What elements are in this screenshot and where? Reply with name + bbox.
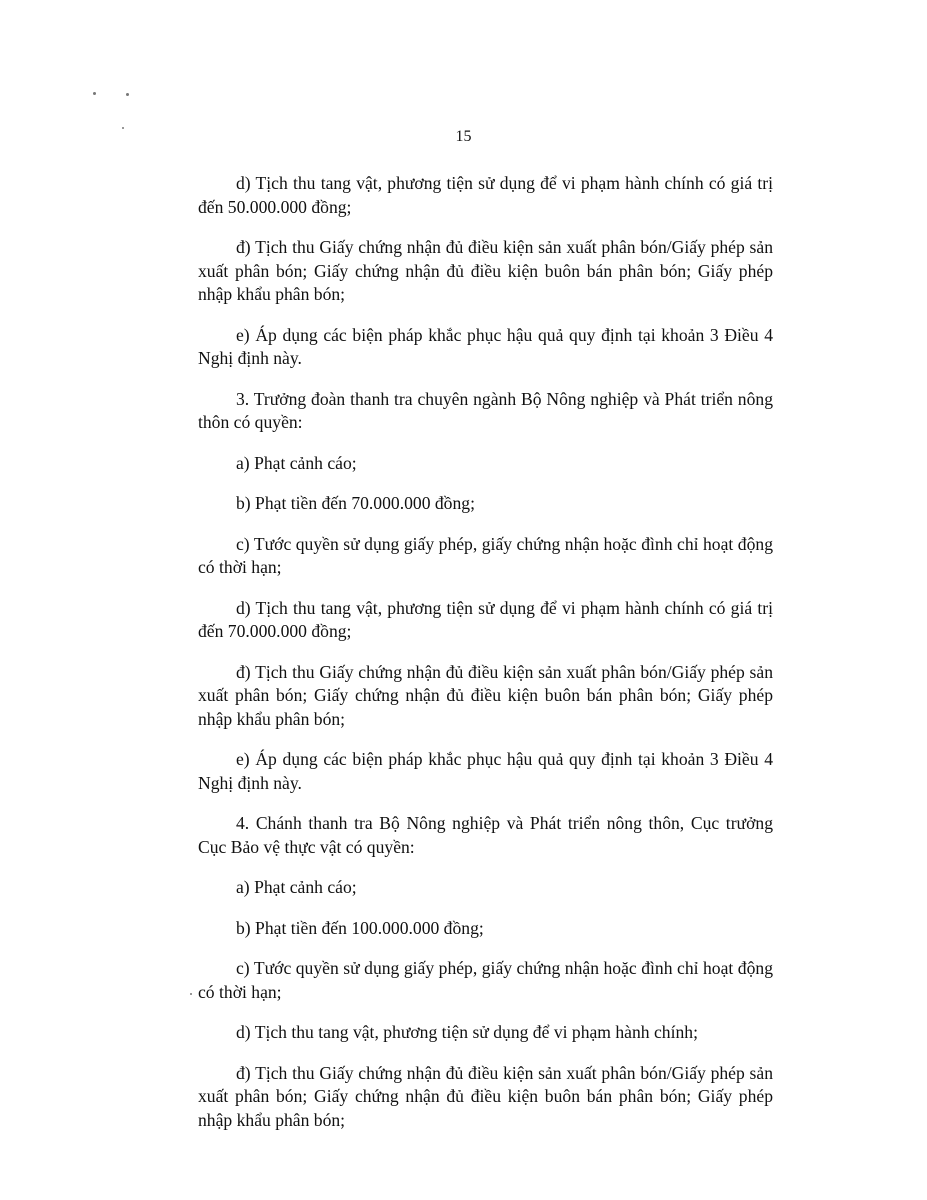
- scan-speck: [126, 93, 129, 96]
- paragraph: đ) Tịch thu Giấy chứng nhận đủ điều kiện sản xuất phân bón/Giấy phép sản xuất phân bón; Giấy chứng nhận đủ điều kiện buôn bán phân bón; Giấy phép nhập khẩu phân bón;: [198, 237, 773, 304]
- paragraph: e) Áp dụng các biện pháp khắc phục hậu quả quy định tại khoản 3 Điều 4 Nghị định này.: [198, 749, 773, 793]
- paragraph: c) Tước quyền sử dụng giấy phép, giấy chứng nhận hoặc đình chỉ hoạt động có thời hạn;: [198, 958, 773, 1002]
- paragraph: 4. Chánh thanh tra Bộ Nông nghiệp và Phát triển nông thôn, Cục trưởng Cục Bảo vệ thực vật có quyền:: [198, 813, 773, 857]
- paragraph: d) Tịch thu tang vật, phương tiện sử dụng để vi phạm hành chính có giá trị đến 50.000.000 đồng;: [198, 173, 773, 217]
- paragraph: d) Tịch thu tang vật, phương tiện sử dụng để vi phạm hành chính;: [236, 1022, 698, 1042]
- paragraph: b) Phạt tiền đến 100.000.000 đồng;: [236, 917, 484, 938]
- paragraph: b) Phạt tiền đến 70.000.000 đồng;: [236, 493, 475, 513]
- paragraph: c) Tước quyền sử dụng giấy phép, giấy chứng nhận hoặc đình chỉ hoạt động có thời hạn;: [198, 533, 773, 577]
- scan-speck: [190, 993, 192, 995]
- paragraph: a) Phạt cảnh cáo;: [236, 452, 357, 473]
- paragraph: 3. Trưởng đoàn thanh tra chuyên ngành Bộ Nông nghiệp và Phát triển nông thôn có quyền:: [198, 388, 773, 432]
- paragraph: e) Áp dụng các biện pháp khắc phục hậu quả quy định tại khoản 3 Điều 4 Nghị định này.: [198, 324, 773, 368]
- scan-speck: [93, 92, 96, 95]
- paragraph: đ) Tịch thu Giấy chứng nhận đủ điều kiện sản xuất phân bón/Giấy phép sản xuất phân bón; Giấy chứng nhận đủ điều kiện buôn bán phân bón; Giấy phép nhập khẩu phân bón;: [198, 1062, 773, 1130]
- document-body: [198, 172, 773, 1149]
- paragraph: d) Tịch thu tang vật, phương tiện sử dụng để vi phạm hành chính có giá trị đến 70.000.000 đồng;: [198, 597, 773, 641]
- page-number: 15: [455, 128, 472, 145]
- paragraph: a) Phạt cảnh cáo;: [236, 877, 357, 897]
- paragraph: đ) Tịch thu Giấy chứng nhận đủ điều kiện sản xuất phân bón/Giấy phép sản xuất phân bón; Giấy chứng nhận đủ điều kiện buôn bán phân bón; Giấy phép nhập khẩu phân bón;: [198, 661, 773, 729]
